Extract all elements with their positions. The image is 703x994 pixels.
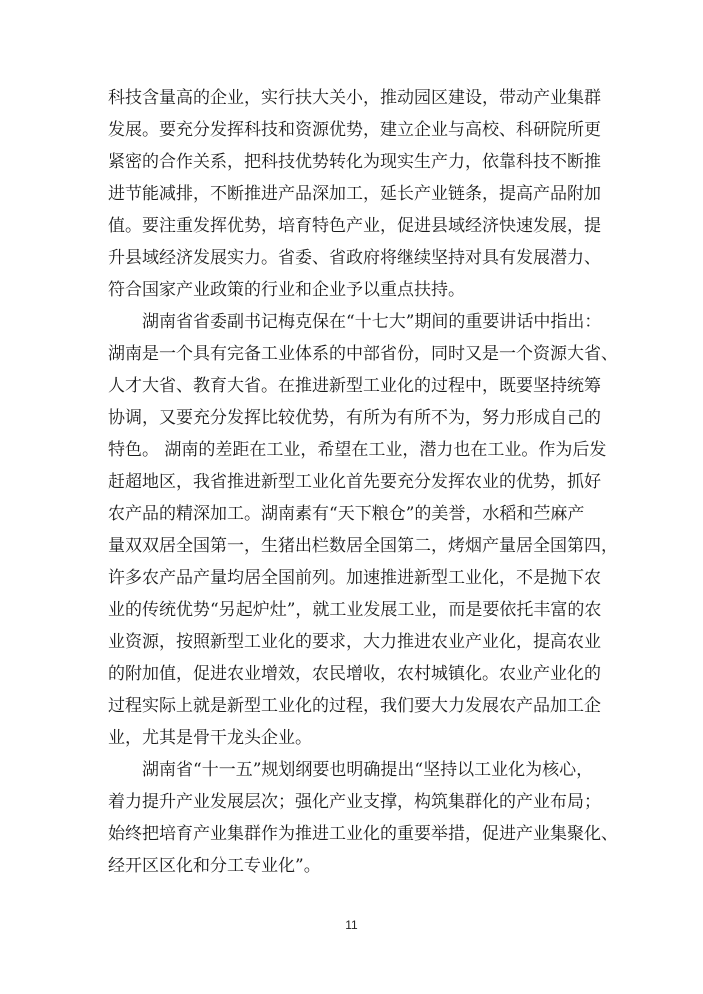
paragraph-1 [108, 82, 622, 306]
text-line: 业资源，按照新型工业化的要求，大力推进农业产业化，提高农业 [108, 632, 601, 652]
text-line: 赶超地区，我省推进新型工业化首先要充分发挥农业的优势，抓好 [108, 472, 601, 492]
text-line: 紧密的合作关系，把科技优势转化为现实生产力，依靠科技不断推 [108, 152, 601, 172]
text-line: 业，尤其是骨干龙头企业。 [108, 728, 312, 748]
text-line: 业的传统优势“另起炉灶”，就工业发展工业，而是要依托丰富的农 [108, 600, 602, 620]
text-line: 湖南省“十一五”规划纲要也明确提出“坚持以工业化为核心， [142, 760, 594, 780]
text-line: 进节能减排，不断推进产品深加工，延长产业链条，提高产品附加 [108, 184, 601, 204]
text-line: 过程实际上就是新型工业化的过程，我们要大力发展农产品加工企 [108, 696, 601, 716]
text-line: 湖南是一个具有完备工业体系的中部省份，同时又是一个资源大省、 [108, 344, 618, 364]
text-line: 始终把培育产业集群作为推进工业化的重要举措，促进产业集聚化、 [108, 824, 618, 844]
text-line: 农产品的精深加工。湖南素有“天下粮仓”的美誉，水稻和苎麻产 [108, 504, 585, 524]
text-line: 量双双居全国第一，生猪出栏数居全国第二，烤烟产量居全国第四， [108, 536, 618, 556]
text-line: 人才大省、教育大省。在推进新型工业化的过程中，既要坚持统筹 [108, 376, 601, 396]
text-line: 发展。要充分发挥科技和资源优势，建立企业与高校、科研院所更 [108, 120, 601, 140]
text-line: 特色。 湖南的差距在工业，希望在工业，潜力也在工业。作为后发 [108, 440, 607, 460]
page-number: 11 [345, 918, 358, 932]
paragraph-2 [108, 306, 622, 754]
text-line: 升县域经济发展实力。省委、省政府将继续坚持对具有发展潜力、 [108, 248, 601, 268]
text-line: 着力提升产业发展层次；强化产业支撑，构筑集群化的产业布局； [108, 792, 601, 812]
text-line: 许多农产品产量均居全国前列。加速推进新型工业化，不是抛下农 [108, 568, 601, 588]
text-line: 经开区区化和分工专业化”。 [108, 856, 321, 876]
text-line: 符合国家产业政策的行业和企业予以重点扶持。 [108, 280, 465, 300]
text-line: 协调，又要充分发挥比较优势，有所为有所不为，努力形成自己的 [108, 408, 601, 428]
text-line: 的附加值，促进农业增效，农民增收，农村城镇化。农业产业化的 [108, 664, 601, 684]
text-line: 值。要注重发挥优势，培育特色产业，促进县域经济快速发展，提 [108, 216, 601, 236]
text-line: 湖南省省委副书记梅克保在“十七大”期间的重要讲话中指出： [142, 312, 602, 332]
paragraph-3 [108, 754, 622, 882]
body-text [108, 82, 622, 882]
text-line: 科技含量高的企业，实行扶大关小，推动园区建设，带动产业集群 [108, 88, 601, 108]
